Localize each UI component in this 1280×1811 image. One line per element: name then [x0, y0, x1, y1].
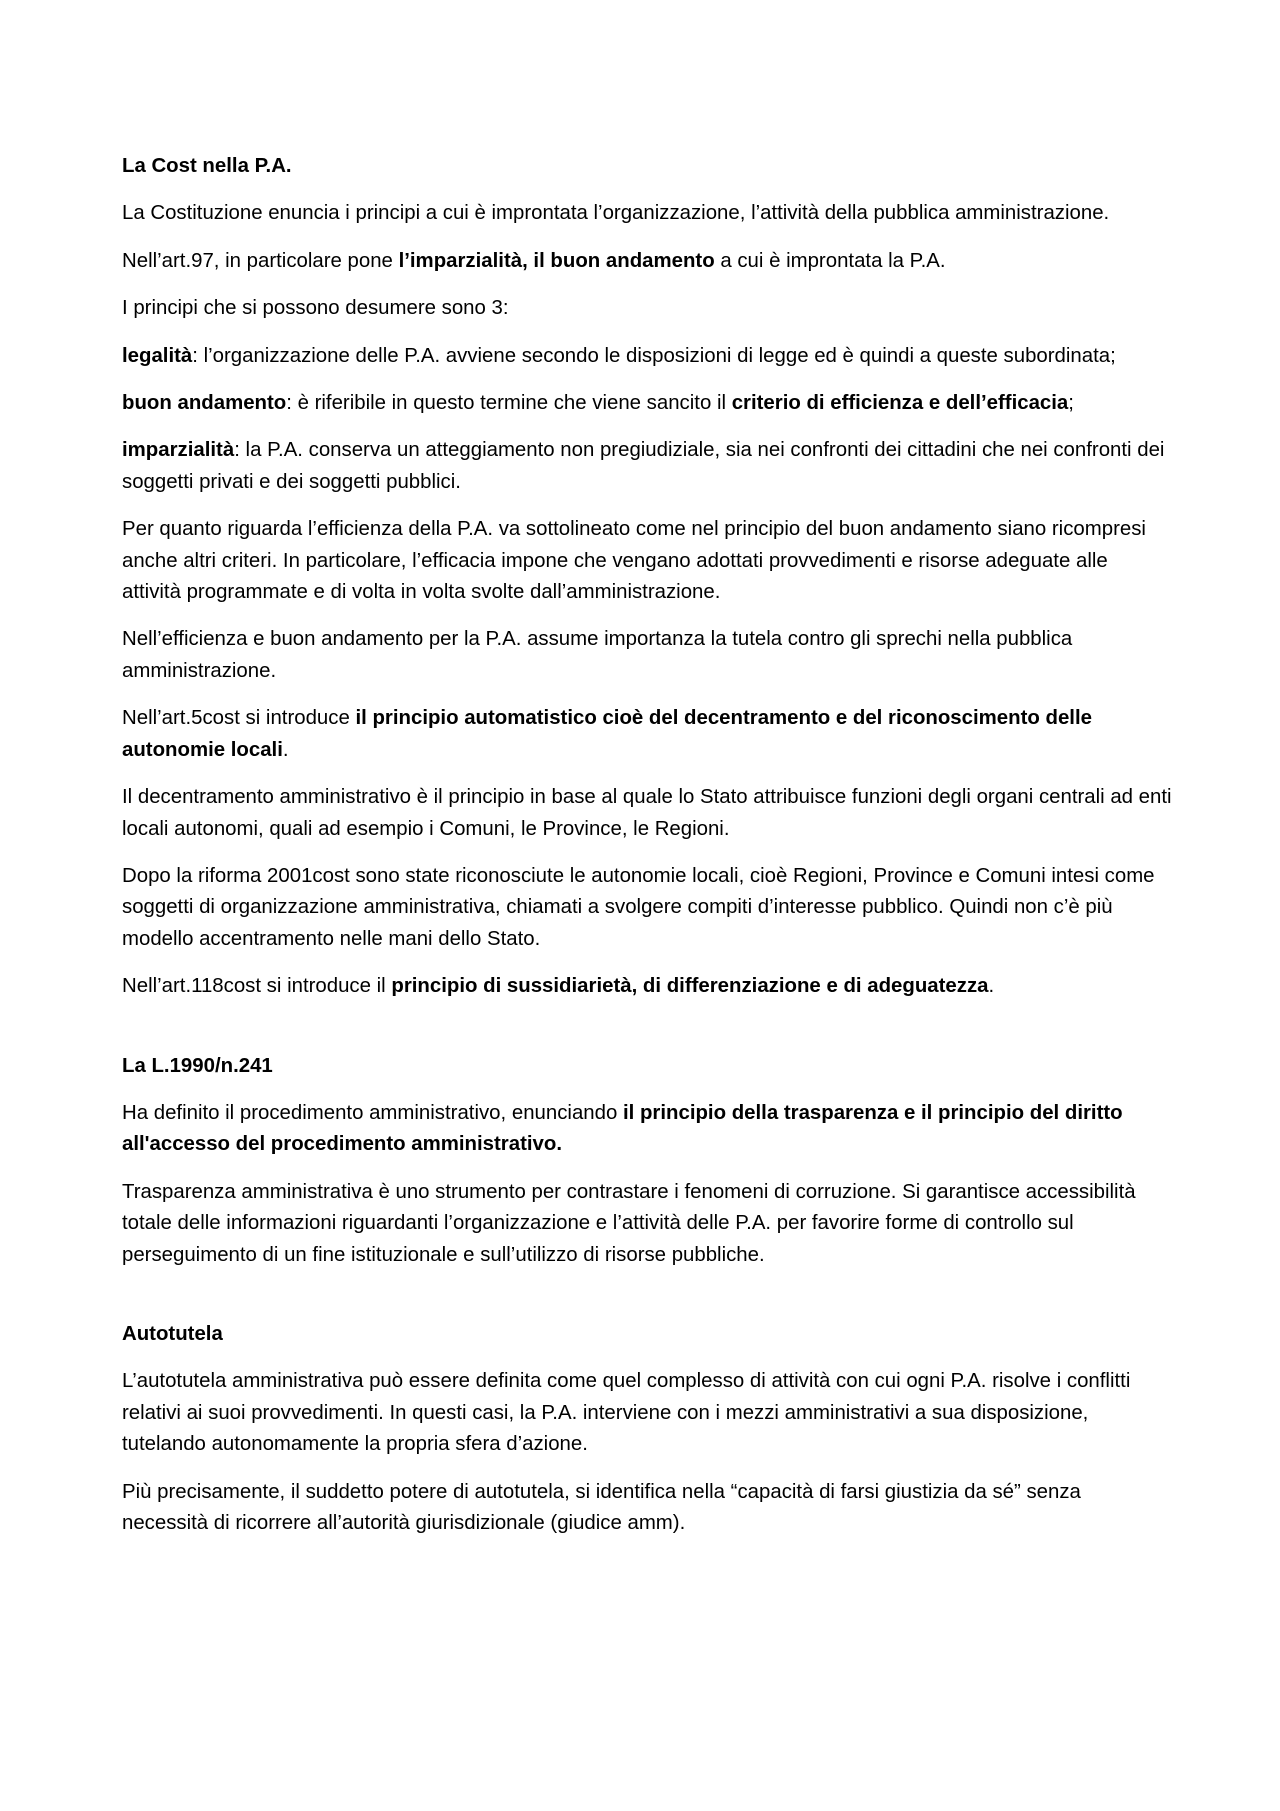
- paragraph: Trasparenza amministrativa è uno strumento per contrastare i fenomeni di corruzione. Si garantisce accessibilità totale delle informazioni riguardanti l’organizzazione e l’attività delle P.A. per favorire forme di controllo sul perseguimento di un fine istituzionale e sull’utilizzo di risorse pubbliche.: [122, 1180, 1136, 1266]
- paragraph: Più precisamente, il suddetto potere di autotutela, si identifica nella “capacità di farsi giustizia da sé” senza necessità di ricorrere all’autorità giurisdizionale (giudice amm).: [122, 1480, 1081, 1534]
- section-title: Autotutela: [122, 1322, 223, 1345]
- paragraph: Il decentramento amministrativo è il principio in base al quale lo Stato attribuisce funzioni degli organi centrali ad enti locali autonomi, quali ad esempio i Comuni, le Province, le Regioni.: [122, 786, 1172, 840]
- paragraph: L’autotutela amministrativa può essere definita come quel complesso di attività con cui ogni P.A. risolve i conflitti relativi ai suoi provvedimenti. In questi casi, la P.A. interviene con i mezzi amministrativi a sua disposizione, tutelando autonomamente la propria sfera d’azione.: [122, 1370, 1131, 1456]
- bold-text: il principio automatistico cioè del decentramento e del riconoscimento delle autonomie locali: [122, 707, 1092, 761]
- bold-text: imparzialità: [122, 439, 235, 462]
- paragraph: Per quanto riguarda l’efficienza della P.A. va sottolineato come nel principio del buon andamento siano ricompresi anche altri criteri. In particolare, l’efficacia impone che vengano adottati provvedimenti e risorse adeguate alle attività programmate e di volta in volta svolte dall’amministrazione.: [122, 518, 1146, 604]
- paragraph: Nell’efficienza e buon andamento per la P.A. assume importanza la tutela contro gli sprechi nella pubblica amministrazione.: [122, 628, 1073, 682]
- list-item: buon andamento: è riferibile in questo termine che viene sancito il criterio di efficienza e dell’efficacia;: [122, 392, 1074, 415]
- bold-text: principio di sussidiarietà, di differenziazione e di adeguatezza: [391, 975, 989, 998]
- paragraph: La Costituzione enuncia i principi a cui è improntata l’organizzazione, l’attività della pubblica amministrazione.: [122, 202, 1110, 225]
- document-page: [122, 151, 1172, 1555]
- paragraph: Nell’art.97, in particolare pone l’imparzialità, il buon andamento a cui è improntata la P.A.: [122, 249, 946, 272]
- bold-text: l’imparzialità, il buon andamento: [398, 249, 715, 272]
- paragraph: Ha definito il procedimento amministrativo, enunciando il principio della trasparenza e il principio del diritto all'accesso del procedimento amministrativo.: [122, 1101, 1123, 1156]
- bold-text: il principio della trasparenza e il principio del diritto all'accesso del procedimento amministrativo.: [122, 1101, 1123, 1156]
- section-title: La L.1990/n.241: [122, 1054, 273, 1077]
- list-item: legalità: l’organizzazione delle P.A. avviene secondo le disposizioni di legge ed è quindi a queste subordinata;: [122, 344, 1116, 367]
- list-item: imparzialità: la P.A. conserva un atteggiamento non pregiudiziale, sia nei confronti dei cittadini che nei confronti dei soggetti privati e dei soggetti pubblici.: [122, 439, 1165, 493]
- section-title: La Cost nella P.A.: [122, 155, 292, 177]
- paragraph: Nell’art.5cost si introduce il principio automatistico cioè del decentramento e del riconoscimento delle autonomie locali.: [122, 707, 1092, 761]
- bold-text: criterio di efficienza e dell’efficacia: [731, 392, 1069, 415]
- paragraph: I principi che si possono desumere sono 3:: [122, 297, 509, 320]
- bold-text: legalità: [122, 344, 193, 367]
- paragraph: Nell’art.118cost si introduce il principio di sussidiarietà, di differenziazione e di adeguatezza.: [122, 975, 995, 998]
- paragraph: Dopo la riforma 2001cost sono state riconosciute le autonomie locali, cioè Regioni, Province e Comuni intesi come soggetti di organizzazione amministrativa, chiamati a svolgere compiti d’interesse pubblico. Quindi non c’è più modello accentramento nelle mani dello Stato.: [122, 864, 1155, 950]
- bold-text: buon andamento: [122, 392, 287, 415]
